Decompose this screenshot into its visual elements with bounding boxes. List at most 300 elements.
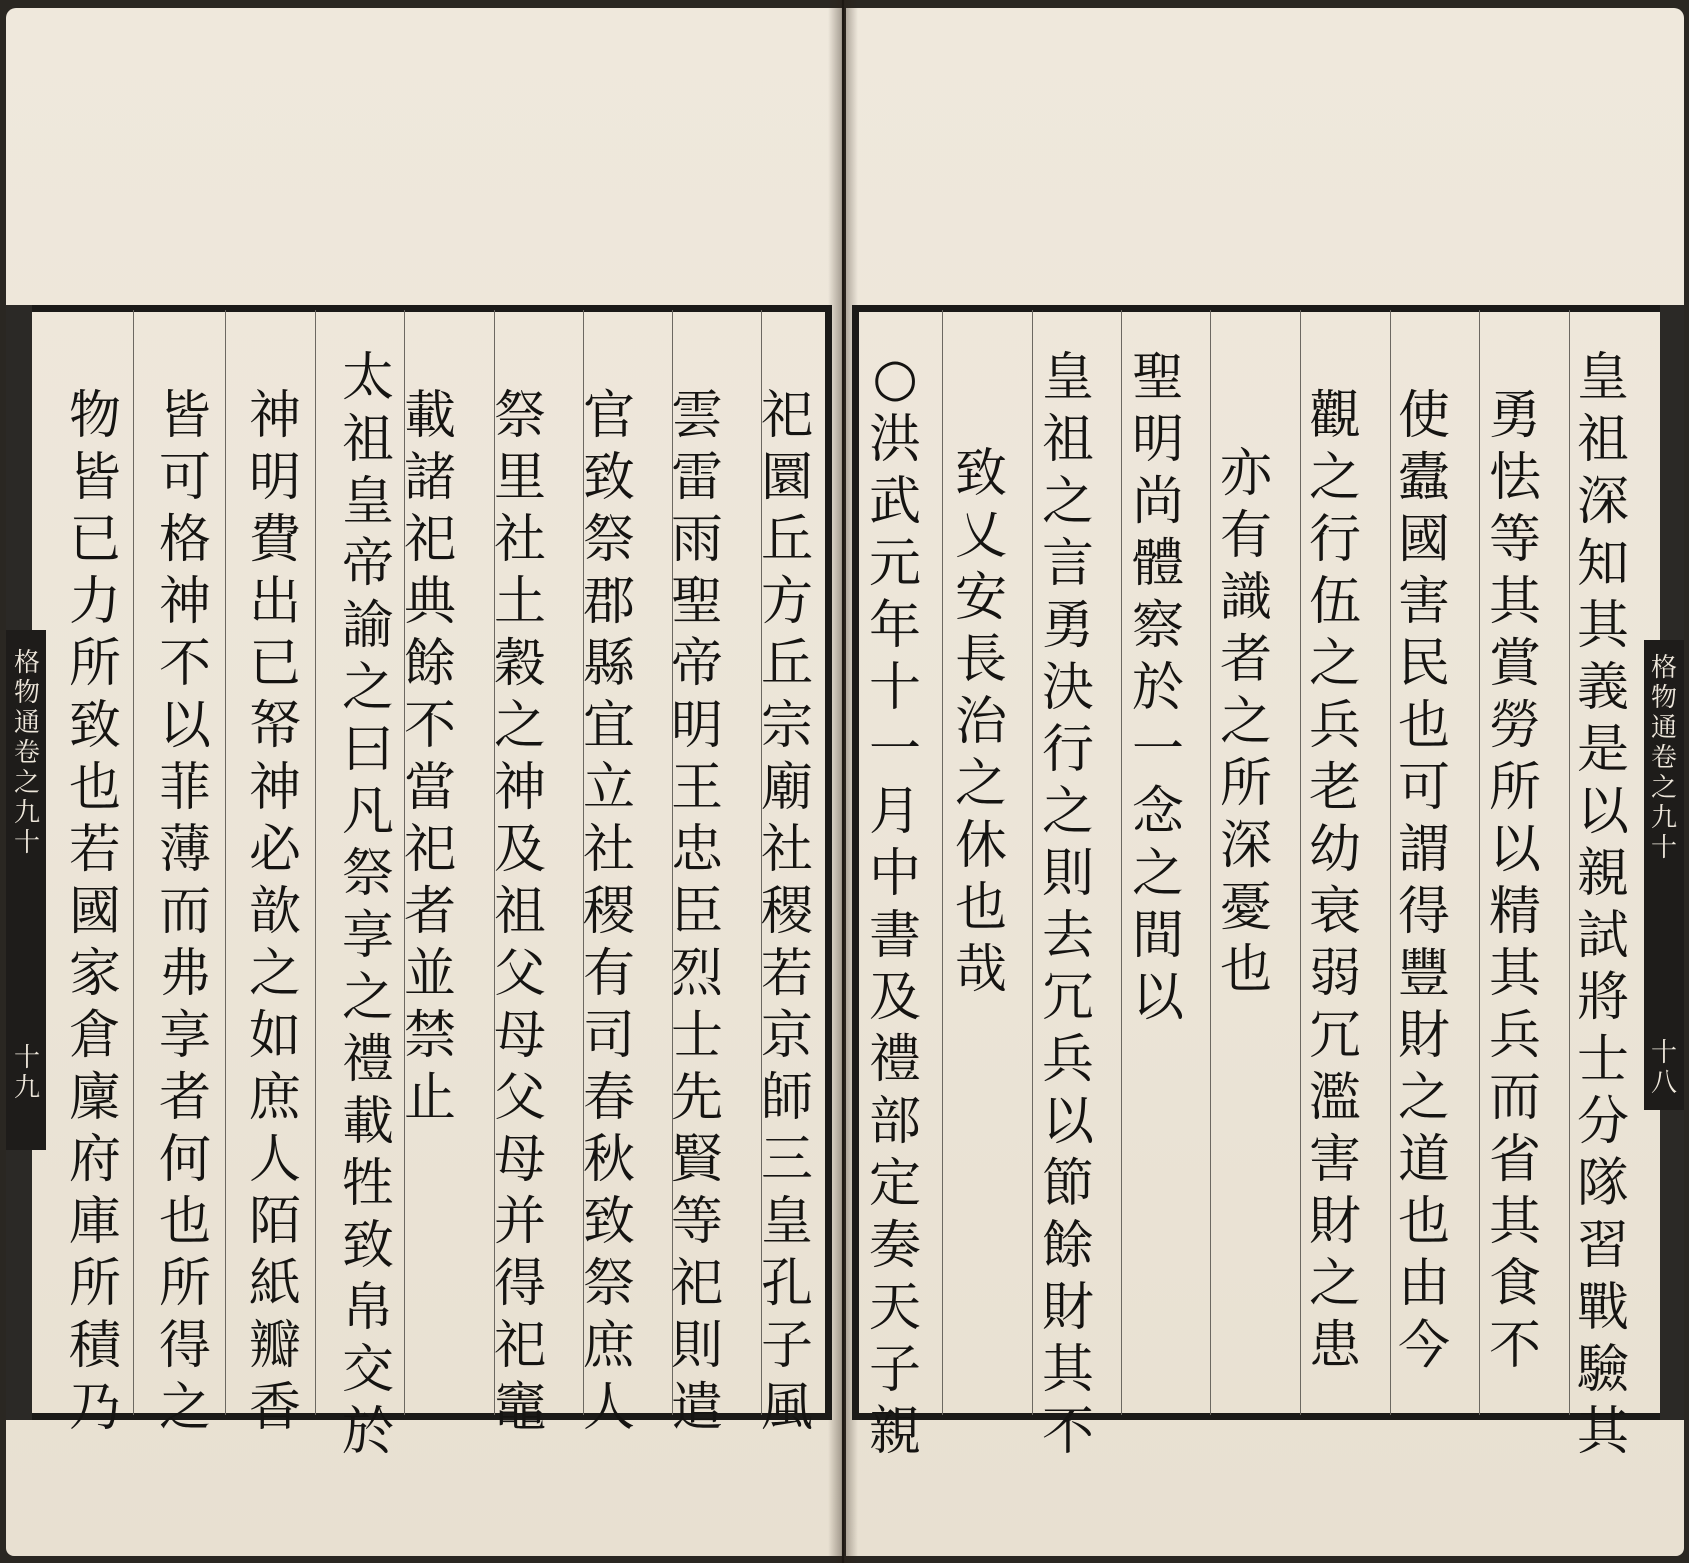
text-character: 庶 xyxy=(582,1316,635,1376)
text-character: 勞 xyxy=(1488,696,1541,756)
text-character: 義 xyxy=(1576,658,1629,718)
text-character: 者 xyxy=(1219,630,1272,690)
text-character: 父 xyxy=(493,944,546,1004)
text-character: 哉 xyxy=(954,940,1007,1000)
text-character: 家 xyxy=(68,944,121,1004)
text-character: 識 xyxy=(1219,568,1272,628)
text-character: 以 xyxy=(1576,782,1629,842)
text-character: 害 xyxy=(1308,1130,1361,1190)
text-character: 今 xyxy=(1397,1316,1450,1376)
text-character: 司 xyxy=(582,1006,635,1066)
text-character: 三 xyxy=(760,1130,813,1190)
text-character: 廩 xyxy=(68,1068,121,1128)
right-page-text-column xyxy=(1128,348,1188,1034)
text-character: 聖 xyxy=(670,572,723,632)
text-character: 神 xyxy=(248,758,301,818)
margin-title-char: 物 xyxy=(14,678,41,708)
text-character: 祀 xyxy=(493,1316,546,1376)
folio-char: 八 xyxy=(1651,1068,1678,1098)
text-character: 交 xyxy=(341,1340,394,1400)
text-character: 有 xyxy=(582,944,635,1004)
text-character: 祭 xyxy=(582,510,635,570)
text-character: 賞 xyxy=(1488,634,1541,694)
text-character: 立 xyxy=(582,758,635,818)
right-page-text-column xyxy=(1394,386,1454,1382)
text-character: 勇 xyxy=(1488,386,1541,446)
text-character: 格 xyxy=(158,510,211,570)
text-character: 得 xyxy=(493,1254,546,1314)
text-character: 春 xyxy=(582,1068,635,1128)
text-character: 害 xyxy=(1397,572,1450,632)
text-character: 之 xyxy=(1041,782,1094,842)
text-character: 不 xyxy=(1041,1402,1094,1462)
text-character: 致 xyxy=(582,1192,635,1252)
text-character: 而 xyxy=(158,882,211,942)
text-character: 圜 xyxy=(760,448,813,508)
text-character: 中 xyxy=(868,844,921,904)
text-character: 之 xyxy=(1308,634,1361,694)
text-character: 王 xyxy=(670,758,723,818)
margin-title-char: 十 xyxy=(14,828,41,858)
text-character: 間 xyxy=(1131,906,1184,966)
text-character: 則 xyxy=(1041,844,1094,904)
column-rule xyxy=(315,310,316,1415)
text-character: 財 xyxy=(1041,1278,1094,1338)
text-character: 之 xyxy=(341,658,394,718)
text-character: 之 xyxy=(1219,692,1272,752)
text-character: 之 xyxy=(1397,1068,1450,1128)
text-character: 出 xyxy=(248,572,301,632)
text-character: 可 xyxy=(158,448,211,508)
text-character: 之 xyxy=(1308,448,1361,508)
text-character: 體 xyxy=(1131,534,1184,594)
text-character: 奏 xyxy=(868,1216,921,1276)
column-rule xyxy=(133,310,134,1415)
text-character: 其 xyxy=(1488,572,1541,632)
text-character: 也 xyxy=(68,758,121,818)
right-page-text-column xyxy=(1038,348,1098,1468)
text-character: 休 xyxy=(954,816,1007,876)
text-character: 勇 xyxy=(1041,596,1094,656)
column-rule xyxy=(1210,310,1211,1415)
left-page-text-column xyxy=(155,386,215,1444)
text-character: 遣 xyxy=(670,1378,723,1438)
text-character: 竈 xyxy=(493,1378,546,1438)
text-character: 曰 xyxy=(341,720,394,780)
text-character: 其 xyxy=(1488,944,1541,1004)
text-character: 冗 xyxy=(1308,1006,1361,1066)
text-character: 以 xyxy=(1488,820,1541,880)
left-page-margin-title xyxy=(14,650,40,860)
text-character: 之 xyxy=(1308,1254,1361,1314)
text-character: 子 xyxy=(760,1316,813,1376)
text-character: 何 xyxy=(158,1130,211,1190)
margin-title-char: 物 xyxy=(1651,683,1678,713)
text-character: 有 xyxy=(1219,506,1272,566)
text-character: 財 xyxy=(1308,1192,1361,1252)
text-character: 以 xyxy=(1131,968,1184,1028)
text-character: 牲 xyxy=(341,1154,394,1214)
text-character: 祖 xyxy=(493,882,546,942)
text-character: 帝 xyxy=(341,534,394,594)
text-character: 洪 xyxy=(868,410,921,470)
text-character: 部 xyxy=(868,1092,921,1152)
column-rule xyxy=(1569,310,1570,1415)
text-character: 臣 xyxy=(670,882,723,942)
margin-title-char: 卷 xyxy=(14,738,41,768)
text-character: 郡 xyxy=(582,572,635,632)
margin-title-char: 九 xyxy=(1651,803,1678,833)
text-character: 稷 xyxy=(760,882,813,942)
text-character: 社 xyxy=(493,510,546,570)
text-character: 也 xyxy=(1397,1192,1450,1252)
text-character: 乃 xyxy=(68,1378,121,1438)
text-character: 禮 xyxy=(868,1030,921,1090)
text-character: 紙 xyxy=(248,1254,301,1314)
text-character: 則 xyxy=(670,1316,723,1376)
text-character: 當 xyxy=(403,758,456,818)
text-character: 是 xyxy=(1576,720,1629,780)
text-character: 試 xyxy=(1576,906,1629,966)
text-character: 祀 xyxy=(760,386,813,446)
text-character: 國 xyxy=(1397,510,1450,570)
text-character: 餘 xyxy=(403,634,456,694)
text-character: 瓣 xyxy=(248,1316,301,1376)
left-page-text-column xyxy=(245,386,305,1444)
text-character: 於 xyxy=(1131,658,1184,718)
text-character: 人 xyxy=(582,1378,635,1438)
text-character: 元 xyxy=(868,534,921,594)
text-character: 習 xyxy=(1576,1216,1629,1276)
text-character: 謂 xyxy=(1397,820,1450,880)
text-character: 皆 xyxy=(158,386,211,446)
text-character: 餘 xyxy=(1041,1216,1094,1276)
text-character: 父 xyxy=(493,1068,546,1128)
column-rule xyxy=(225,310,226,1415)
text-character: 官 xyxy=(582,386,635,446)
text-character: 皇 xyxy=(1576,348,1629,408)
text-character: 亦 xyxy=(1219,444,1272,504)
text-character: 禮 xyxy=(341,1030,394,1090)
text-character: 皆 xyxy=(68,448,121,508)
text-character: 母 xyxy=(493,1006,546,1066)
text-character: 所 xyxy=(68,1254,121,1314)
text-character: 所 xyxy=(68,634,121,694)
text-character: 士 xyxy=(1576,1030,1629,1090)
text-character: 天 xyxy=(868,1278,921,1338)
text-character: 精 xyxy=(1488,882,1541,942)
text-character: 分 xyxy=(1576,1092,1629,1152)
text-character: 察 xyxy=(1131,596,1184,656)
text-character: 神 xyxy=(158,572,211,632)
text-character: 兵 xyxy=(1488,1006,1541,1066)
margin-title-char: 卷 xyxy=(1651,743,1678,773)
text-character: 親 xyxy=(1576,844,1629,904)
text-character: 親 xyxy=(868,1402,921,1462)
text-character: 決 xyxy=(1041,658,1094,718)
text-character: 享 xyxy=(158,1006,211,1066)
text-character: 士 xyxy=(670,1006,723,1066)
text-character: 以 xyxy=(158,696,211,756)
text-character: 帑 xyxy=(248,696,301,756)
text-character: 者 xyxy=(158,1068,211,1128)
text-character: 穀 xyxy=(493,634,546,694)
text-character: 不 xyxy=(158,634,211,694)
text-character: 雷 xyxy=(670,448,723,508)
right-page-text-column xyxy=(1305,386,1365,1382)
text-character: 陌 xyxy=(248,1192,301,1252)
text-character: 之 xyxy=(954,754,1007,814)
text-character: 祖 xyxy=(1576,410,1629,470)
text-character: 若 xyxy=(68,820,121,880)
text-character: 載 xyxy=(341,1092,394,1152)
text-character: 凡 xyxy=(341,782,394,842)
text-character: 祭 xyxy=(582,1254,635,1314)
text-character: 等 xyxy=(670,1192,723,1252)
text-character: 乂 xyxy=(954,506,1007,566)
text-character: 祭 xyxy=(341,844,394,904)
folio-char: 十 xyxy=(14,1043,41,1073)
text-character: 於 xyxy=(341,1402,394,1462)
text-character: 將 xyxy=(1576,968,1629,1028)
text-character: 母 xyxy=(493,1130,546,1190)
left-page-text-column xyxy=(400,386,460,1134)
text-character: 所 xyxy=(158,1254,211,1314)
text-character: 知 xyxy=(1576,534,1629,594)
text-character: 其 xyxy=(1576,596,1629,656)
text-character: 祖 xyxy=(341,410,394,470)
text-character: 帝 xyxy=(670,634,723,694)
text-character: 宜 xyxy=(582,696,635,756)
text-character: 致 xyxy=(582,448,635,508)
text-character: 如 xyxy=(248,1006,301,1066)
text-character: 必 xyxy=(248,820,301,880)
left-page-text-column xyxy=(338,348,398,1468)
text-character: 之 xyxy=(158,1378,211,1438)
text-character: 止 xyxy=(403,1068,456,1128)
text-character: 京 xyxy=(760,1006,813,1066)
text-character: 也 xyxy=(954,878,1007,938)
text-character: 弱 xyxy=(1308,944,1361,1004)
text-character: 國 xyxy=(68,882,121,942)
text-character: 庶 xyxy=(248,1068,301,1128)
left-page-text-column xyxy=(667,386,727,1444)
column-rule xyxy=(1479,310,1480,1415)
text-character: 老 xyxy=(1308,758,1361,818)
text-character: 祀 xyxy=(670,1254,723,1314)
text-character: 戰 xyxy=(1576,1278,1629,1338)
text-character: 人 xyxy=(248,1130,301,1190)
text-character: 驗 xyxy=(1576,1340,1629,1400)
text-character: 省 xyxy=(1488,1130,1541,1190)
text-character: 神 xyxy=(248,386,301,446)
text-character: 雲 xyxy=(670,386,723,446)
column-rule xyxy=(942,310,943,1415)
text-character: 致 xyxy=(341,1216,394,1276)
text-character: 縣 xyxy=(582,634,635,694)
text-character: 豐 xyxy=(1397,944,1450,1004)
text-character: 長 xyxy=(954,630,1007,690)
text-character: 患 xyxy=(1308,1316,1361,1376)
text-character: 廟 xyxy=(760,758,813,818)
text-character: 念 xyxy=(1131,782,1184,842)
folio-char: 十 xyxy=(1651,1038,1678,1068)
text-character: 薄 xyxy=(158,820,211,880)
text-character: 以 xyxy=(1041,1092,1094,1152)
text-character: 丘 xyxy=(760,634,813,694)
text-character: 也 xyxy=(1219,940,1272,1000)
text-character: 深 xyxy=(1576,472,1629,532)
text-character: 及 xyxy=(868,968,921,1028)
margin-title-char: 十 xyxy=(1651,833,1678,863)
text-character: 皇 xyxy=(341,472,394,532)
text-character: 所 xyxy=(1488,758,1541,818)
text-character: 師 xyxy=(760,1068,813,1128)
text-character: 社 xyxy=(760,820,813,880)
text-character: 皇 xyxy=(760,1192,813,1252)
text-character: 其 xyxy=(1488,1192,1541,1252)
text-character: 太 xyxy=(341,348,394,408)
right-page-text-column xyxy=(1216,444,1276,1006)
text-character: 之 xyxy=(1041,472,1094,532)
text-character: 節 xyxy=(1041,1154,1094,1214)
text-character: 弗 xyxy=(158,944,211,1004)
text-character: 物 xyxy=(68,386,121,446)
text-character: 孔 xyxy=(760,1254,813,1314)
right-page-text-column xyxy=(865,348,925,1468)
text-character: 使 xyxy=(1397,386,1450,446)
text-character: 得 xyxy=(1397,882,1450,942)
text-character: 皇 xyxy=(1041,348,1094,408)
text-character: 祀 xyxy=(403,820,456,880)
text-character: 明 xyxy=(248,448,301,508)
text-character: 聖 xyxy=(1131,348,1184,408)
margin-title-char: 格 xyxy=(1651,653,1678,683)
text-character: 雨 xyxy=(670,510,723,570)
text-character: 等 xyxy=(1488,510,1541,570)
text-character: 也 xyxy=(1397,696,1450,756)
margin-title-char: 通 xyxy=(14,708,41,738)
margin-title-char: 格 xyxy=(14,648,41,678)
right-page-text-column xyxy=(1573,348,1633,1468)
left-page-text-column xyxy=(490,386,550,1444)
margin-title-char: 之 xyxy=(14,768,41,798)
text-character: 蠹 xyxy=(1397,448,1450,508)
text-character: 丘 xyxy=(760,510,813,570)
text-character: 其 xyxy=(1576,1402,1629,1462)
text-character: 也 xyxy=(158,1192,211,1252)
text-character: 子 xyxy=(868,1340,921,1400)
text-character: 定 xyxy=(868,1154,921,1214)
text-character: 安 xyxy=(954,568,1007,628)
margin-title-char: 九 xyxy=(14,798,41,828)
text-character: 年 xyxy=(868,596,921,656)
text-character: 享 xyxy=(341,906,394,966)
text-character: 怯 xyxy=(1488,448,1541,508)
right-page-text-column xyxy=(1485,386,1545,1382)
text-character: 可 xyxy=(1397,758,1450,818)
text-character: 一 xyxy=(1131,720,1184,780)
text-character: 若 xyxy=(760,944,813,1004)
text-character: 兵 xyxy=(1308,696,1361,756)
text-character: 並 xyxy=(403,944,456,1004)
text-character: 社 xyxy=(582,820,635,880)
text-character: 道 xyxy=(1397,1130,1450,1190)
text-character: 先 xyxy=(670,1068,723,1128)
text-character: 者 xyxy=(403,882,456,942)
left-page-text-column xyxy=(579,386,639,1444)
text-character: 致 xyxy=(954,444,1007,504)
text-character: 庫 xyxy=(68,1192,121,1252)
text-character: 歆 xyxy=(248,882,301,942)
text-character: 言 xyxy=(1041,534,1094,594)
text-character: 衰 xyxy=(1308,882,1361,942)
text-character: 賢 xyxy=(670,1130,723,1190)
text-character: 祀 xyxy=(403,510,456,570)
text-character: 尚 xyxy=(1131,472,1184,532)
text-character: 風 xyxy=(760,1378,813,1438)
text-character: 及 xyxy=(493,820,546,880)
text-character: 宗 xyxy=(760,696,813,756)
folio-char: 九 xyxy=(14,1073,41,1103)
text-character: 祖 xyxy=(1041,410,1094,470)
right-page-text-column xyxy=(951,444,1011,1006)
text-character: 費 xyxy=(248,510,301,570)
text-character: 倉 xyxy=(68,1006,121,1066)
text-character: 不 xyxy=(1488,1316,1541,1376)
text-character: 忠 xyxy=(670,820,723,880)
text-character: 其 xyxy=(1041,1340,1094,1400)
right-page-folio-number xyxy=(1651,1040,1677,1100)
text-character: 香 xyxy=(248,1378,301,1438)
text-character: 兵 xyxy=(1041,1030,1094,1090)
text-character: 明 xyxy=(670,696,723,756)
text-character: 典 xyxy=(403,572,456,632)
text-character: 行 xyxy=(1308,510,1361,570)
text-character: 菲 xyxy=(158,758,211,818)
text-character: 已 xyxy=(248,634,301,694)
text-character: 觀 xyxy=(1308,386,1361,446)
text-character: 治 xyxy=(954,692,1007,752)
left-page-folio-number xyxy=(14,1045,40,1105)
left-page-text-column xyxy=(65,386,125,1444)
column-rule xyxy=(1032,310,1033,1415)
text-character: 諭 xyxy=(341,596,394,656)
text-character: 得 xyxy=(158,1316,211,1376)
margin-title-char: 通 xyxy=(1651,713,1678,743)
text-character: 月 xyxy=(868,782,921,842)
text-character: 之 xyxy=(1131,844,1184,904)
column-rule xyxy=(1300,310,1301,1415)
column-rule xyxy=(1390,310,1391,1415)
text-character: 之 xyxy=(341,968,394,1028)
text-character: 諸 xyxy=(403,448,456,508)
text-character: 隊 xyxy=(1576,1154,1629,1214)
text-character: 祭 xyxy=(493,386,546,446)
text-character: 載 xyxy=(403,386,456,446)
text-character: 一 xyxy=(868,720,921,780)
text-character: 已 xyxy=(68,510,121,570)
text-character: 書 xyxy=(868,906,921,966)
text-character: 秋 xyxy=(582,1130,635,1190)
text-character: 并 xyxy=(493,1192,546,1252)
text-character: 而 xyxy=(1488,1068,1541,1128)
text-character: 帛 xyxy=(341,1278,394,1338)
text-character: 里 xyxy=(493,448,546,508)
column-rule xyxy=(1121,310,1122,1415)
text-character: 明 xyxy=(1131,410,1184,470)
text-character: 十 xyxy=(868,658,921,718)
